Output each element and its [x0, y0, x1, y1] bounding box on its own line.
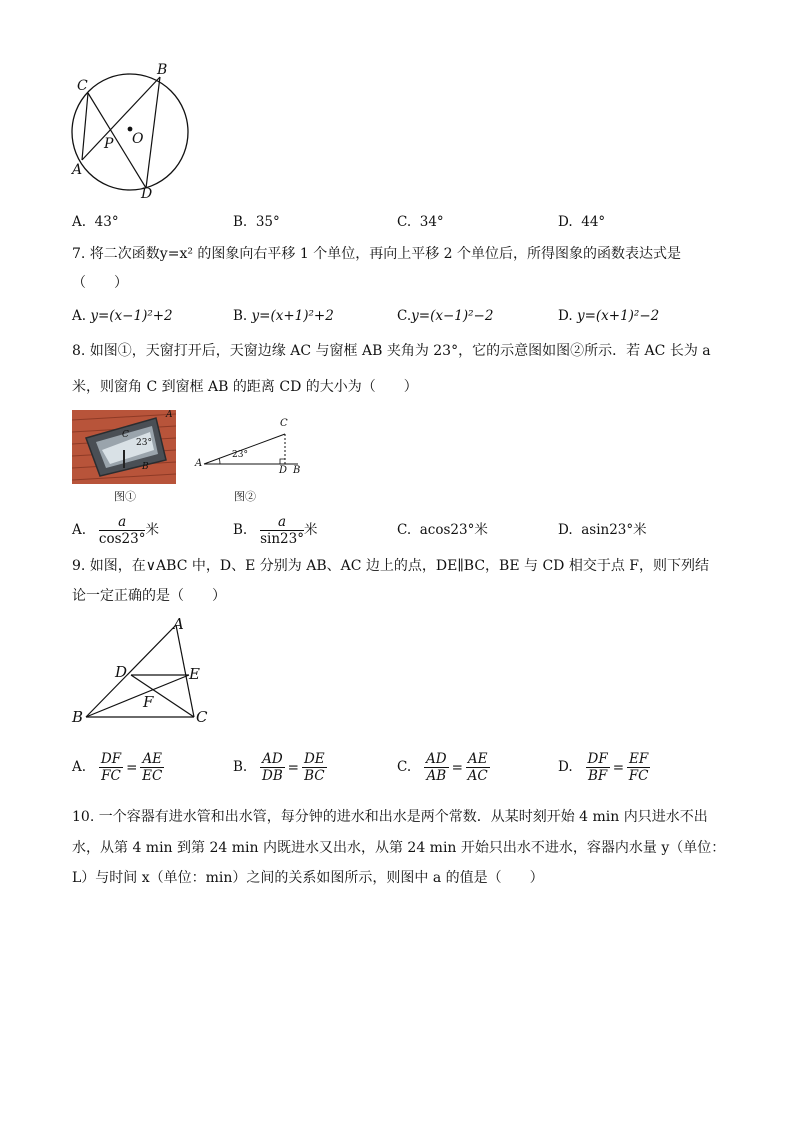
q6-label-p: P: [104, 136, 114, 152]
q6-label-a: A: [72, 162, 83, 178]
q9-stem-line1: 9. 如图，在∨ABC 中，D、E 分别为 AB、AC 边上的点，DE∥BC，BE 与 CD 相交于点 F，则下列结: [72, 558, 710, 574]
q9-label-e: E: [189, 665, 200, 683]
q8-figure-1-photo: [72, 410, 176, 484]
q8-fig1-label-angle: 23°: [136, 438, 152, 448]
q6-option-d[interactable]: D. 44°: [558, 214, 606, 230]
q9-stem-line2: 论一定正确的是（ ）: [72, 588, 226, 604]
q6-option-a[interactable]: A. 43°: [72, 214, 119, 230]
q9-label-c: C: [196, 708, 208, 726]
q8-stem-line2: 米，则窗角 C 到窗框 AB 的距离 CD 的大小为（ ）: [72, 379, 418, 395]
q9-option-d[interactable]: D. $\frac{DF}{BF}$ = $\frac{EF}{FC}$: [558, 751, 649, 784]
q8-option-b-fraction: $\frac{a}{\sin 23^\circ}$: [260, 514, 304, 547]
q6-label-c: C: [77, 78, 88, 94]
q8-fig2-angle: 23°: [232, 450, 248, 460]
q8-option-d[interactable]: D. asin23°米: [558, 522, 647, 538]
q8-fig2-label-c: C: [280, 418, 288, 429]
q6-label-o: O: [132, 131, 144, 147]
q7-stem-line1: 7. 将二次函数y=x² 的图象向右平移 1 个单位，再向上平移 2 个单位后，所得图象的函数表达式是: [72, 246, 682, 262]
q7-option-c[interactable]: C.y=(x−1)²−2: [397, 308, 494, 324]
q10-stem-line1: 10. 一个容器有进水管和出水管，每分钟的进水和出水是两个常数．从某时刻开始 4 min 内只进水不出: [72, 809, 708, 825]
q8-fig2-label-a: A: [195, 458, 203, 469]
q10-stem-line3: L）与时间 x（单位：min）之间的关系如图所示，则图中 a 的值是（ ）: [72, 870, 544, 886]
q8-figure-2-diagram: [192, 418, 308, 480]
q9-option-b[interactable]: B. $\frac{AD}{DB}$ = $\frac{DE}{BC}$: [233, 751, 325, 784]
q6-label-d: D: [141, 186, 153, 202]
q8-fig1-label-b: B: [142, 462, 149, 472]
q9-option-c[interactable]: C. $\frac{AD}{AB}$ = $\frac{AE}{AC}$: [397, 751, 488, 784]
q6-circle-figure: [68, 60, 198, 205]
q7-option-d[interactable]: D. y=(x+1)²−2: [558, 308, 660, 324]
q7-option-b[interactable]: B. y=(x+1)²+2: [233, 308, 334, 324]
right-triangle-diagram: [192, 418, 308, 480]
q8-fig1-label-a: A: [166, 410, 173, 420]
q8-option-a[interactable]: A. $\frac{a}{\cos 23^\circ}$ 米: [72, 514, 159, 547]
q6-option-b[interactable]: B. 35°: [233, 214, 280, 230]
q8-figure-1-caption: 图①: [114, 490, 136, 503]
skylight-photo-illustration: [72, 410, 176, 484]
q8-stem-line1: 8. 如图①，天窗打开后，天窗边缘 AC 与窗框 AB 夹角为 23°，它的示意图如图②所示．若 AC 长为 a: [72, 343, 711, 359]
q10-stem-line2: 水，从第 4 min 到第 24 min 内既进水又出水，从第 24 min 开始只出水不进水，容器内水量 y（单位：: [72, 840, 726, 856]
q8-option-a-fraction: $\frac{a}{\cos 23^\circ}$: [98, 514, 146, 547]
q6-option-c[interactable]: C. 34°: [397, 214, 444, 230]
q9-label-b: B: [72, 708, 84, 726]
q7-stem-line2: （ ）: [72, 275, 128, 291]
q9-option-a[interactable]: A. $\frac{DF}{FC}$ = $\frac{AE}{EC}$: [72, 751, 163, 784]
q9-triangle-figure: [68, 615, 218, 730]
q9-label-a: A: [173, 615, 184, 633]
q9-label-d: D: [115, 663, 128, 681]
q7-option-a[interactable]: A. y=(x−1)²+2: [72, 308, 173, 324]
q8-fig2-label-b: B: [293, 465, 301, 476]
q8-fig2-label-d: D: [279, 465, 288, 476]
q6-label-b: B: [157, 62, 168, 78]
q9-label-f: F: [143, 693, 154, 711]
q8-fig1-label-c: C: [122, 430, 129, 440]
q8-figure-2-caption: 图②: [234, 490, 256, 503]
q8-option-c[interactable]: C. acos23°米: [397, 522, 488, 538]
q8-option-b[interactable]: B. $\frac{a}{\sin 23^\circ}$ 米: [233, 514, 318, 547]
